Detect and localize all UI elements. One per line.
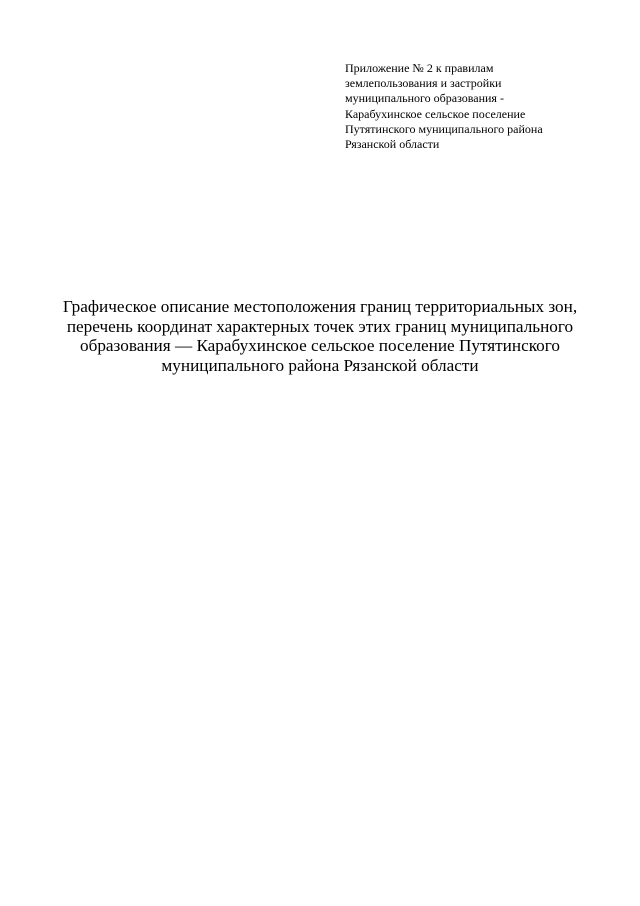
title-line: образования — Карабухинское сельское поселение Путятинского — [80, 336, 560, 355]
appendix-line: Путятинского муниципального района — [345, 121, 543, 136]
appendix-note — [345, 61, 605, 152]
appendix-line: Приложение № 2 к правилам — [345, 61, 494, 75]
appendix-line: муниципального образования - — [345, 91, 504, 106]
title-line: перечень координат характерных точек этих границ муниципального — [66, 316, 574, 336]
appendix-line: Карабухинское сельское поселение — [345, 106, 526, 121]
appendix-line: Рязанской области — [345, 137, 440, 152]
appendix-line: землепользования и застройки — [345, 76, 502, 91]
document-title — [40, 297, 600, 375]
title-line: муниципального района Рязанской области — [161, 355, 479, 375]
title-line: Графическое описание местоположения границ территориальных зон, — [62, 297, 578, 316]
